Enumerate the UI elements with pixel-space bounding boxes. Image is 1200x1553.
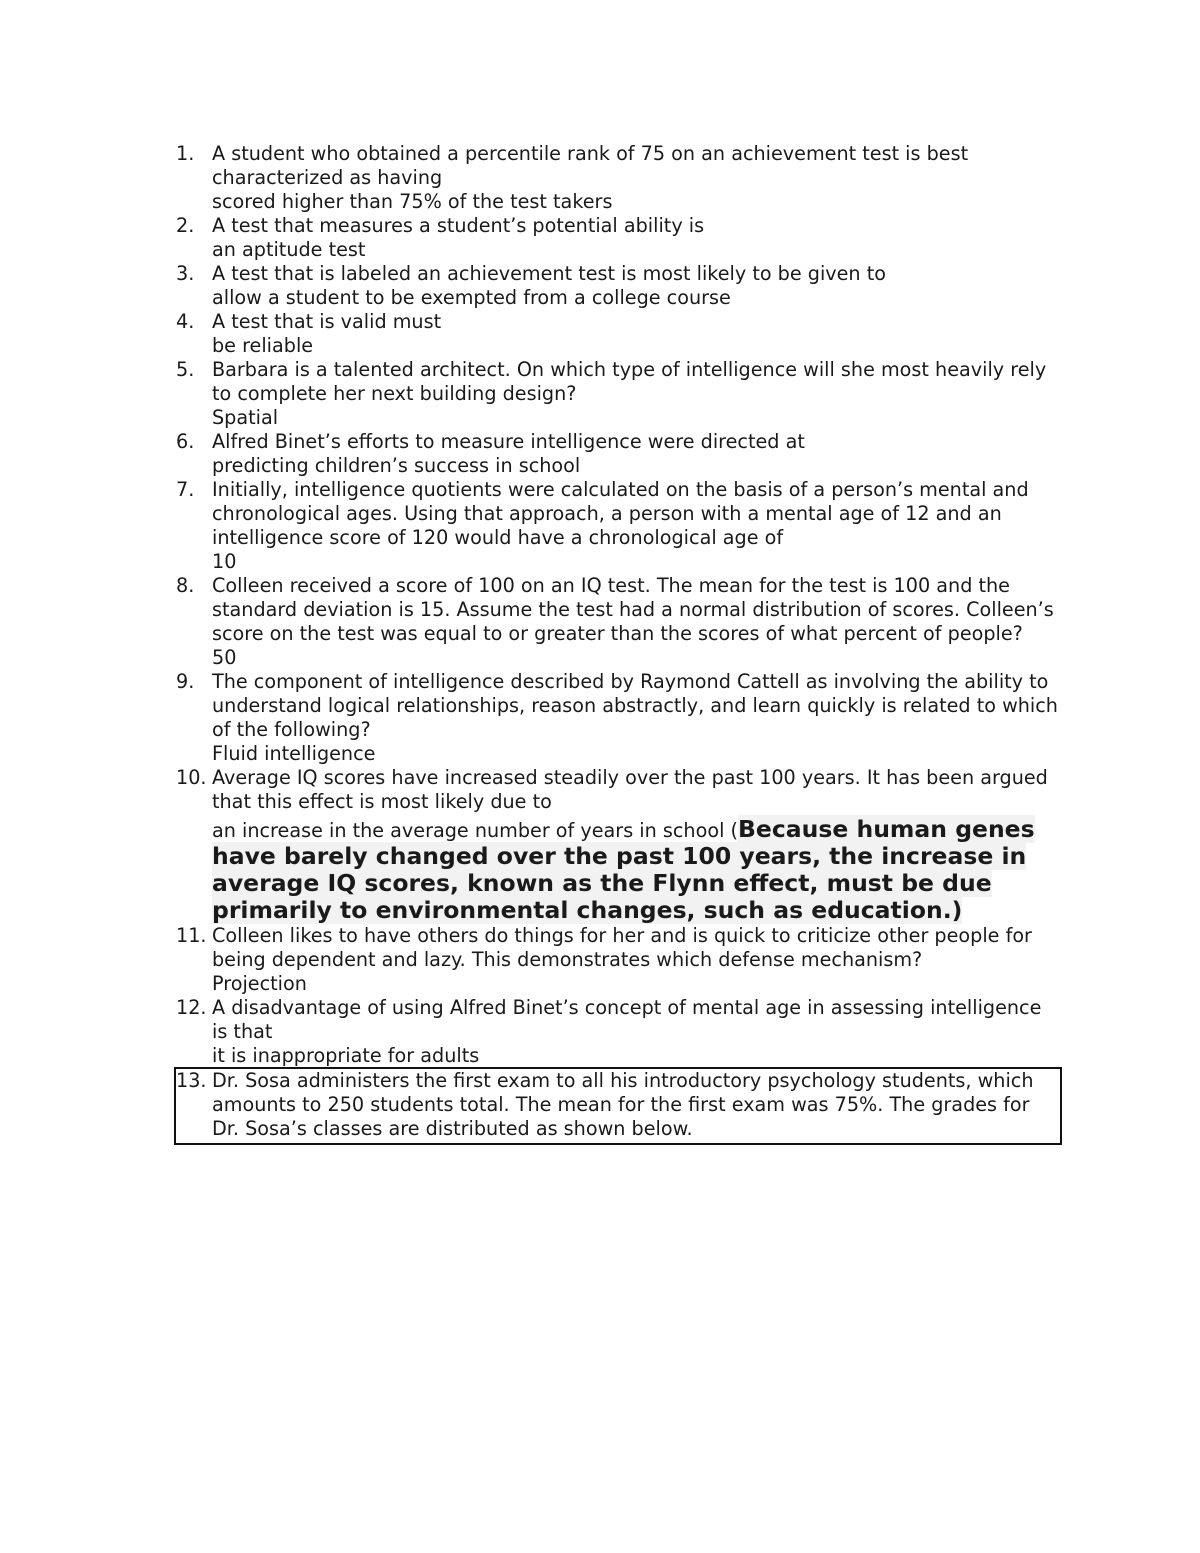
question-item-8 [176,574,1060,670]
question-number: 6. [176,430,195,453]
question-number: 10. [176,766,207,789]
question-text: The component of intelligence described by Raymond Cattell as involving the ability to understand logical relationships, reason abstractly, and learn quickly is related to which of the following? [212,670,1058,741]
answer-text: scored higher than 75% of the test takers [212,190,613,213]
answer-explanation: Because human genes have barely changed over the past 100 years, the increase in average IQ scores, known as the Flynn effect, must be due primarily to environmental changes, such as education.) [212,815,1035,924]
question-list [176,142,1060,1143]
question-item-5 [176,358,1060,430]
question-number: 2. [176,214,195,237]
question-item-2 [176,214,1060,262]
answer-text: Projection [212,972,307,995]
question-text: A test that is valid must [212,310,442,333]
answer-text: Spatial [212,406,279,429]
question-item-9 [176,670,1060,766]
question-text: Average IQ scores have increased steadily over the past 100 years. It has been argued that this effect is most likely due to [212,766,1048,813]
answer-text: Fluid intelligence [212,742,376,765]
question-text: A test that is labeled an achievement test is most likely to be given to [212,262,886,285]
question-number: 3. [176,262,195,285]
answer-text: 50 [212,646,237,669]
question-number: 8. [176,574,195,597]
question-number: 9. [176,670,195,693]
question-item-7 [176,478,1060,574]
answer-text: an aptitude test [212,238,366,261]
question-item-13 [176,1069,1060,1143]
question-item-10 [176,766,1060,924]
question-number: 12. [176,996,207,1019]
question-item-11 [176,924,1060,996]
question-text: Initially, intelligence quotients were calculated on the basis of a person’s mental and chronological ages. Using that approach, a person with a mental age of 12 and an intelligence score of 120 would have a chronological age of [212,478,1029,549]
answer-block [212,816,1060,924]
answer-text: be reliable [212,334,314,357]
question-text: A disadvantage of using Alfred Binet’s concept of mental age in assessing intelligence is that [212,996,1042,1043]
question-text: A test that measures a student’s potential ability is [212,214,705,237]
question-text: Dr. Sosa administers the first exam to all his introductory psychology students, which amounts to 250 students total. The mean for the first exam was 75%. The grades for Dr. Sosa’s classes are distributed as shown below. [212,1069,1034,1140]
question-number: 4. [176,310,195,333]
answer-text: predicting children’s success in school [212,454,581,477]
question-number: 1. [176,142,195,165]
question-number: 13. [176,1069,207,1092]
question-text: Colleen likes to have others do things for her and is quick to criticize other people for being dependent and lazy. This demonstrates which defense mechanism? [212,924,1032,971]
question-text: A student who obtained a percentile rank of 75 on an achievement test is best characterized as having [212,142,969,189]
question-item-1 [176,142,1060,214]
question-text: Barbara is a talented architect. On which type of intelligence will she most heavily rely to complete her next building design? [212,358,1047,405]
answer-text: 10 [212,550,237,573]
question-number: 11. [176,924,207,947]
question-number: 7. [176,478,195,501]
answer-text: an increase in the average number of years in school ( [212,819,738,842]
question-item-6 [176,430,1060,478]
question-number: 5. [176,358,195,381]
question-text: Colleen received a score of 100 on an IQ test. The mean for the test is 100 and the standard deviation is 15. Assume the test had a normal distribution of scores. Colleen’s score on the test was equal to or greater than the scores of what percent of people? [212,574,1054,645]
question-item-12 [176,996,1060,1068]
question-text: Alfred Binet’s efforts to measure intelligence were directed at [212,430,805,453]
question-item-4 [176,310,1060,358]
answer-text: it is inappropriate for adults [212,1044,480,1067]
answer-text: allow a student to be exempted from a college course [212,286,731,309]
question-item-3 [176,262,1060,310]
